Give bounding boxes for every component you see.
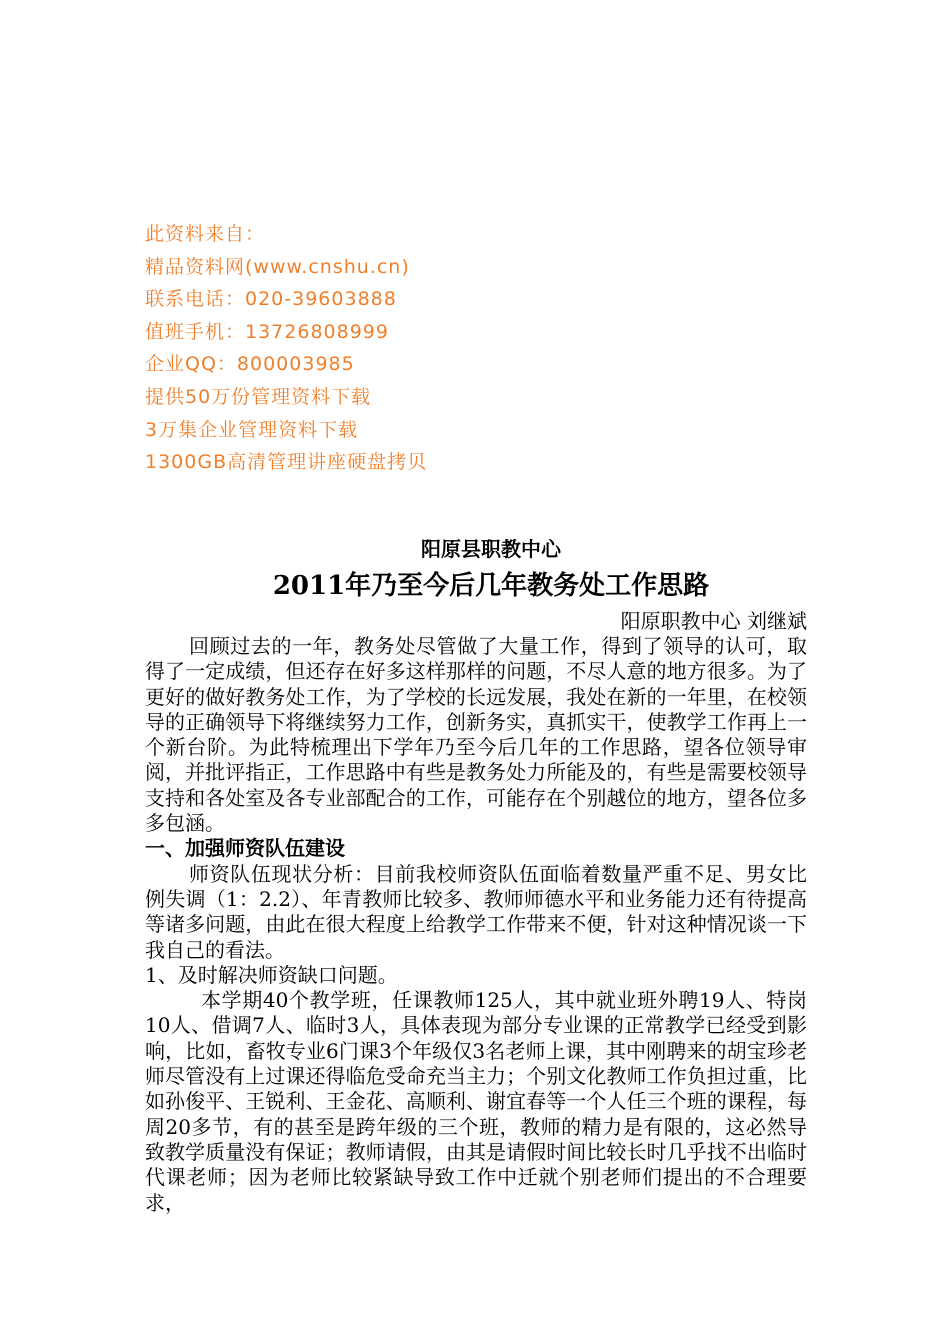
section-heading: 一、加强师资队伍建设 (145, 836, 345, 861)
document-title: 2011年乃至今后几年教务处工作思路 (272, 571, 710, 601)
ad-line: 1300GB高清管理讲座硬盘拷贝 (145, 451, 428, 474)
organization-heading: 阳原县职教中心 (421, 537, 561, 561)
body-paragraph: 本学期40个教学班，任课教师125人，其中就业班外聘19人、特岗10人、借调7人、临时3人，具体表现为部分专业课的正常教学已经受到影响，比如，畜牧专业6门课3个年级仅3名老师上课，其中刚聘来的胡宝珍老师尽管没有上过课还得临危受命充当主力；个别文化教师工作负担过重，比如孙俊平、王锐利、王金花、高顺利、谢宜春等一个人任三个班的课程，每周20多节，有的甚至是跨年级的三个班，教师的精力是有限的，这必然导致教学质量没有保证；教师请假，由其是请假时间比较长时几乎找不出临时代课老师；因为老师比较紧缺导致工作中迁就个别老师们提出的不合理要求， (145, 988, 807, 1215)
ad-line: 精品资料网(www.cnshu.cn) (145, 255, 410, 278)
ad-line: 联系电话：020-39603888 (145, 288, 397, 311)
ad-line: 企业QQ：800003985 (145, 353, 355, 376)
ad-line: 3万集企业管理资料下载 (145, 418, 359, 441)
subsection-heading: 1、及时解决师资缺口问题。 (145, 962, 398, 987)
ad-line: 提供50万份管理资料下载 (145, 385, 372, 408)
document-body (145, 532, 807, 1216)
ad-line: 值班手机：13726808999 (145, 320, 389, 343)
analysis-paragraph: 师资队伍现状分析：目前我校师资队伍面临着数量严重不足、男女比例失调（1：2.2）、年青教师比较多、教师师德水平和业务能力还有待提高等诸多问题，由此在很大程度上给教学工作带来不便，针对这种情况谈一下我自己的看法。 (145, 861, 807, 962)
author-line: 阳原职教中心 刘继斌 (620, 609, 807, 633)
source-ad-block (145, 218, 645, 479)
ad-line: 此资料来自： (145, 223, 266, 245)
intro-paragraph: 回顾过去的一年，教务处尽管做了大量工作，得到了领导的认可，取得了一定成绩，但还存在好多这样那样的问题，不尽人意的地方很多。为了更好的做好教务处工作，为了学校的长远发展，我处在新的一年里，在校领导的正确领导下将继续努力工作，创新务实，真抓实干，使教学工作再上一个新台阶。为此特梳理出下学年乃至今后几年的工作思路，望各位领导审阅，并批评指正，工作思路中有些是教务处力所能及的，有些是需要校领导支持和各处室及各专业部配合的工作，可能存在个别越位的地方，望各位多多包涵。 (145, 634, 807, 836)
